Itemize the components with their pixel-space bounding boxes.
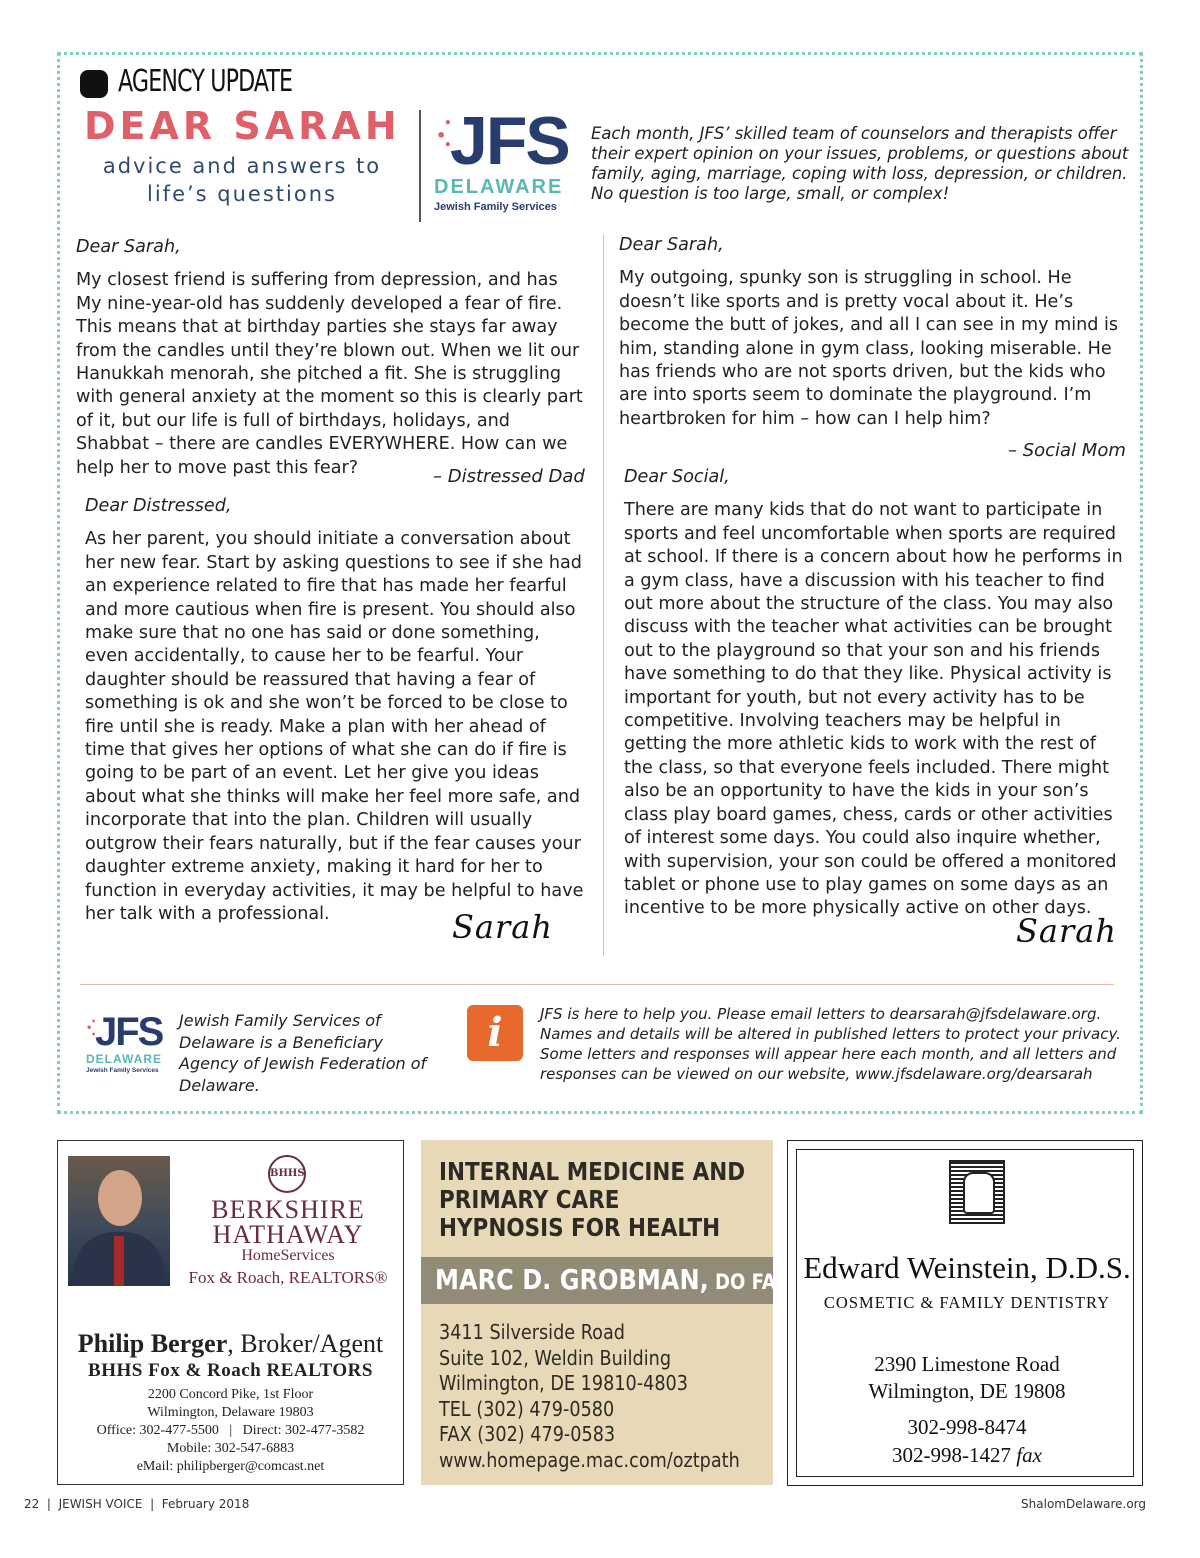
logo-jfs-text: JFS <box>450 103 569 179</box>
signature-sarah-right: Sarah <box>1016 912 1117 950</box>
logo-jfs-text: JFS <box>95 1010 163 1054</box>
jfs-logo: • • • JFS DELAWARE Jewish Family Services <box>434 108 574 213</box>
email-line: eMail: philipberger@comcast.net <box>136 1459 325 1474</box>
address-line: 2200 Concord Pike, 1st Floor <box>147 1387 314 1402</box>
column-title: DEAR SARAH <box>84 104 401 148</box>
letter-body: My closest friend is suffering from depression, and has My nine-year-old has suddenly developed a fear of fire. This means that at birthday parties she stays far away from the candles until they’re blown out. When we lit our Hanukkah menorah, she pitched a fit. She is struggling with general anxiety at the moment so this is clearly part of it, but our life is full of birthdays, holidays, and Shabbat – there are candles EVERYWHERE. How can we help her to move past this fear? <box>76 270 583 478</box>
fax-line <box>797 1441 1137 1469</box>
mobile-line: Mobile: 302-547-6883 <box>166 1441 295 1456</box>
contact-note: JFS is here to help you. Please email letters to dearsarah@jfsdelaware.org. Names and details will be altered in published letters to protect your privacy. Some letters and responses will appear here each month, and all letters and responses can be viewed on our website, www.jfsdelaware.org/dearsarah <box>540 1005 1121 1083</box>
intro-text: Each month, JFS’ skilled team of counselors and therapists offer their expert opinion on your issues, problems, or questions about family, aging, marriage, coping with loss, depression, or children. No question is too large, small, or complex! <box>591 124 1129 203</box>
beneficiary-note: Jewish Family Services of Delaware is a Beneficiary Agency of Jewish Federation of Delaware. <box>179 1011 427 1095</box>
agent-company: BHHS Fox & Roach REALTORS <box>88 1360 373 1381</box>
address-line: Wilmington, Delaware 19803 <box>147 1405 314 1420</box>
phone-line: Office: 302-477-5500 | Direct: 302-477-3582 <box>96 1423 365 1438</box>
ad-berkshire-hathaway <box>57 1140 404 1485</box>
section-badge-icon <box>80 70 108 98</box>
bhhs-seal-icon: BHHS <box>268 1155 306 1193</box>
salutation: Dear Social, <box>624 467 730 487</box>
subtitle-line-2: life’s questions <box>147 182 337 206</box>
header-divider <box>419 110 421 222</box>
logo-delaware-text: DELAWARE <box>86 1052 163 1066</box>
footer-page-info: 22 | JEWISH VOICE | February 2018 <box>24 1497 250 1511</box>
column-subtitle <box>82 152 402 208</box>
doctor-credentials: DO FACP <box>708 1270 803 1294</box>
dentist-name: Edward Weinstein, D.D.S. <box>803 1250 1131 1285</box>
agent-photo <box>68 1156 170 1286</box>
salutation: Dear Sarah, <box>76 237 181 257</box>
agent-name <box>58 1329 403 1359</box>
headline-line: INTERNAL MEDICINE AND <box>439 1157 746 1186</box>
jfs-logo-small: • • • JFS DELAWARE Jewish Family Services <box>86 1014 170 1074</box>
logo-subtext: Jewish Family Services <box>86 1067 159 1074</box>
ad-inner-border <box>796 1149 1134 1477</box>
address-line: Wilmington, DE 19808 <box>868 1379 1066 1403</box>
brand-name <box>178 1197 398 1247</box>
letter-right-question <box>619 234 1119 431</box>
salutation: Dear Sarah, <box>619 235 724 255</box>
tel-line: TEL (302) 479-0580 <box>439 1396 615 1421</box>
footer-website: ShalomDelaware.org <box>1021 1497 1146 1511</box>
agent-role: , Broker/Agent <box>227 1329 384 1358</box>
tooth-icon <box>949 1160 1005 1224</box>
info-icon: i <box>467 1005 523 1061</box>
brand-line-3: HomeServices <box>241 1247 335 1264</box>
dentist-subtitle: COSMETIC & FAMILY DENTISTRY <box>823 1293 1111 1312</box>
fax-number: 302-998-1427 <box>892 1443 1012 1467</box>
salutation: Dear Distressed, <box>85 496 232 516</box>
section-label: AGENCY UPDATE <box>118 64 293 99</box>
fax-line: FAX (302) 479-0583 <box>439 1422 616 1447</box>
ad-weinstein <box>787 1140 1143 1486</box>
address-line: 2390 Limestone Road <box>874 1352 1060 1376</box>
signoff-distressed-dad: – Distressed Dad <box>433 466 585 487</box>
doctor-name-text: MARC D. GROBMAN, <box>435 1263 709 1296</box>
answer-body: There are many kids that do not want to participate in sports and feel uncomfortable when sports are required at school. If there is a concern about how he performs in a gym class, have a discussion with his teacher to find out more about the structure of the class. You may also discuss with the teacher what activities can be brought out to the playground so that your son and his friends have something to do that they like. Physical activity is important for youth, but not every activity has to be competitive. Involving teachers may be helpful in getting the more athletic kids to work with the rest of the class, so that everyone feels included. There might also be an opportunity to have the kids in your son’s class play board games, chess, cards or other activities of interest some days. You could also inquire whether, with supervision, your son could be offered a monitored tablet or phone use to play games on some days as an incentive to be more physically active on other days. <box>624 500 1123 919</box>
headline-line: PRIMARY CARE <box>439 1185 620 1214</box>
logo-delaware-text: DELAWARE <box>434 176 564 198</box>
address-line: Suite 102, Weldin Building <box>439 1345 672 1370</box>
signoff-social-mom: – Social Mom <box>1008 440 1126 461</box>
answer-body: As her parent, you should initiate a conversation about her new fear. Start by asking questions to see if she had an experience related to fire that has made her fearful and more cautious when fire is present. You should also make sure that no one has said or done something, even accidentally, to cause her to be fearful. Your daughter should be reassured that having a fear of something is ok and she won’t be forced to be close to fire until she is ready. Make a plan with her ahead of time that gives her options of what she can do if fire is going to be part of an event. Let her give you ideas about what she thinks will make her feel more safe, and incorporate that into the plan. Children will usually outgrow their fears naturally, but if the fear causes your daughter extreme anxiety, making it hard for her to function in everyday activities, it may be helpful to have her talk with a professional. <box>85 529 584 924</box>
letter-body: My outgoing, spunky son is struggling in school. He doesn’t like sports and is pretty vocal about it. He’s become the butt of jokes, and all I can see in my mind is him, standing alone in gym class, looking miserable. He has friends who are not sports driven, but the kids who are into sports seem to dominate the playground. I’m heartbroken for him – how can I help him? <box>619 268 1119 429</box>
subtitle-line-1: advice and answers to <box>102 154 382 178</box>
letter-right-answer <box>624 466 1124 921</box>
brand-line-1: BERKSHIRE <box>211 1195 365 1224</box>
logo-subtext: Jewish Family Services <box>434 201 557 213</box>
bottom-divider <box>80 984 1114 985</box>
dentist-address <box>797 1351 1137 1405</box>
ad-contact <box>439 1320 740 1474</box>
phone-line: 302-998-8474 <box>907 1415 1027 1439</box>
signature-sarah-left: Sarah <box>452 908 553 946</box>
agent-name-text: Philip Berger <box>77 1329 228 1358</box>
brand-line-4: Fox & Roach, REALTORS® <box>188 1268 388 1287</box>
name-band <box>421 1257 803 1304</box>
web-line: www.homepage.mac.com/oztpath <box>439 1447 740 1472</box>
doctor-name <box>435 1263 802 1296</box>
agent-contact <box>58 1386 403 1476</box>
headline-line: HYPNOSIS FOR HEALTH <box>439 1213 721 1242</box>
fax-label: fax <box>1016 1443 1042 1467</box>
brand-line-2: HATHAWAY <box>212 1220 364 1249</box>
letter-left-answer <box>85 495 585 926</box>
address-line: Wilmington, DE 19810-4803 <box>439 1371 688 1396</box>
letter-left-question <box>76 236 588 480</box>
ad-headline <box>439 1158 745 1242</box>
column-divider <box>603 234 604 956</box>
address-line: 3411 Silverside Road <box>439 1320 625 1344</box>
dentist-phones <box>797 1413 1137 1469</box>
ad-grobman <box>421 1140 803 1485</box>
